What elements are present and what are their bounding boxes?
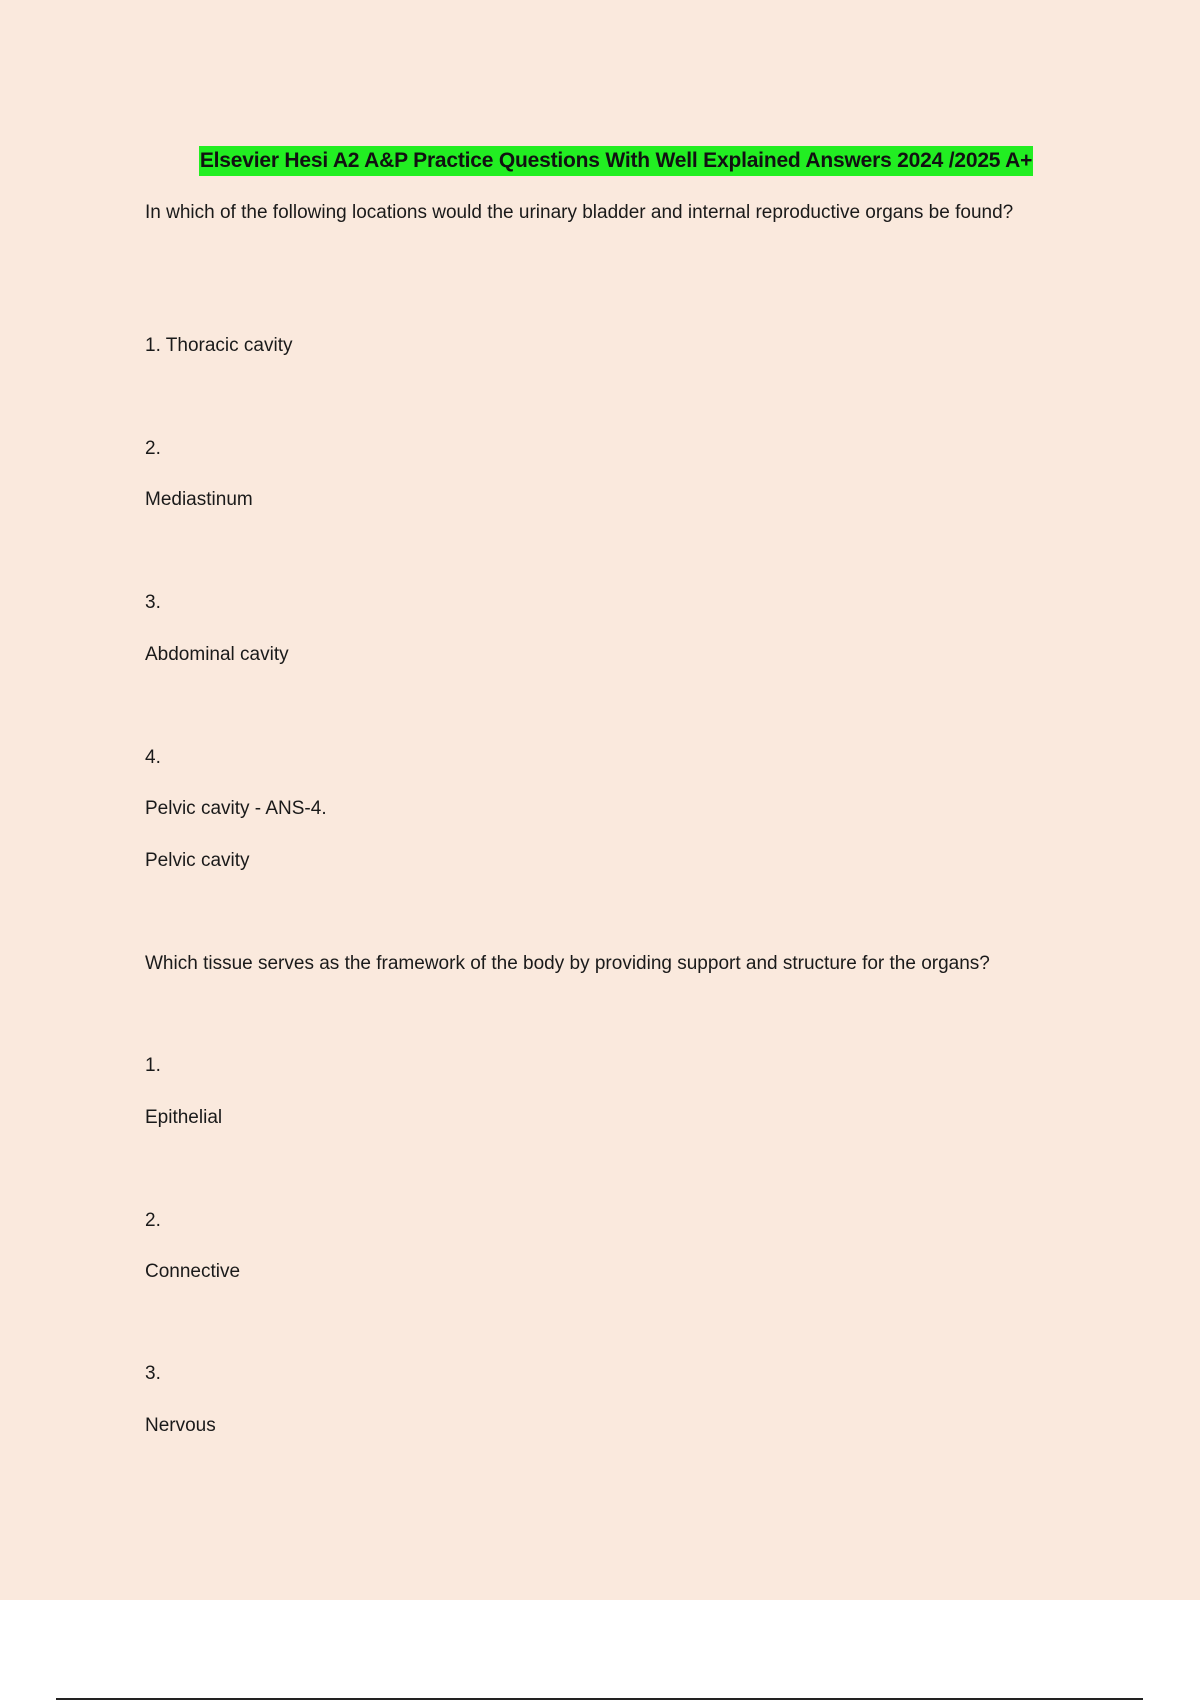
q1-option-3-number: 3. [145,592,161,613]
question-1-text: In which of the following locations would the urinary bladder and internal reproductive organs be found? [145,202,1014,223]
q1-option-1: 1. Thoracic cavity [145,335,293,356]
q2-option-1-text: Epithelial [145,1107,223,1128]
title-container [0,146,1200,176]
q1-option-4-text: Pelvic cavity - ANS-4. [145,798,327,819]
q1-option-3-text: Abdominal cavity [145,644,289,665]
q1-answer-text: Pelvic cavity [145,850,250,871]
q2-option-1-number: 1. [145,1055,161,1076]
question-2-text: Which tissue serves as the framework of the body by providing support and structure for the organs? [145,953,990,974]
q2-option-3-text: Nervous [145,1415,216,1436]
q2-option-2-number: 2. [145,1210,161,1231]
q1-option-4-number: 4. [145,747,161,768]
q2-option-2-text: Connective [145,1261,241,1282]
q1-option-2-text: Mediastinum [145,489,253,510]
document-title: Elsevier Hesi A2 A&P Practice Questions With Well Explained Answers 2024 /2025 A+ [199,146,1033,176]
q1-option-2-number: 2. [145,438,161,459]
q2-option-3-number: 3. [145,1363,161,1384]
